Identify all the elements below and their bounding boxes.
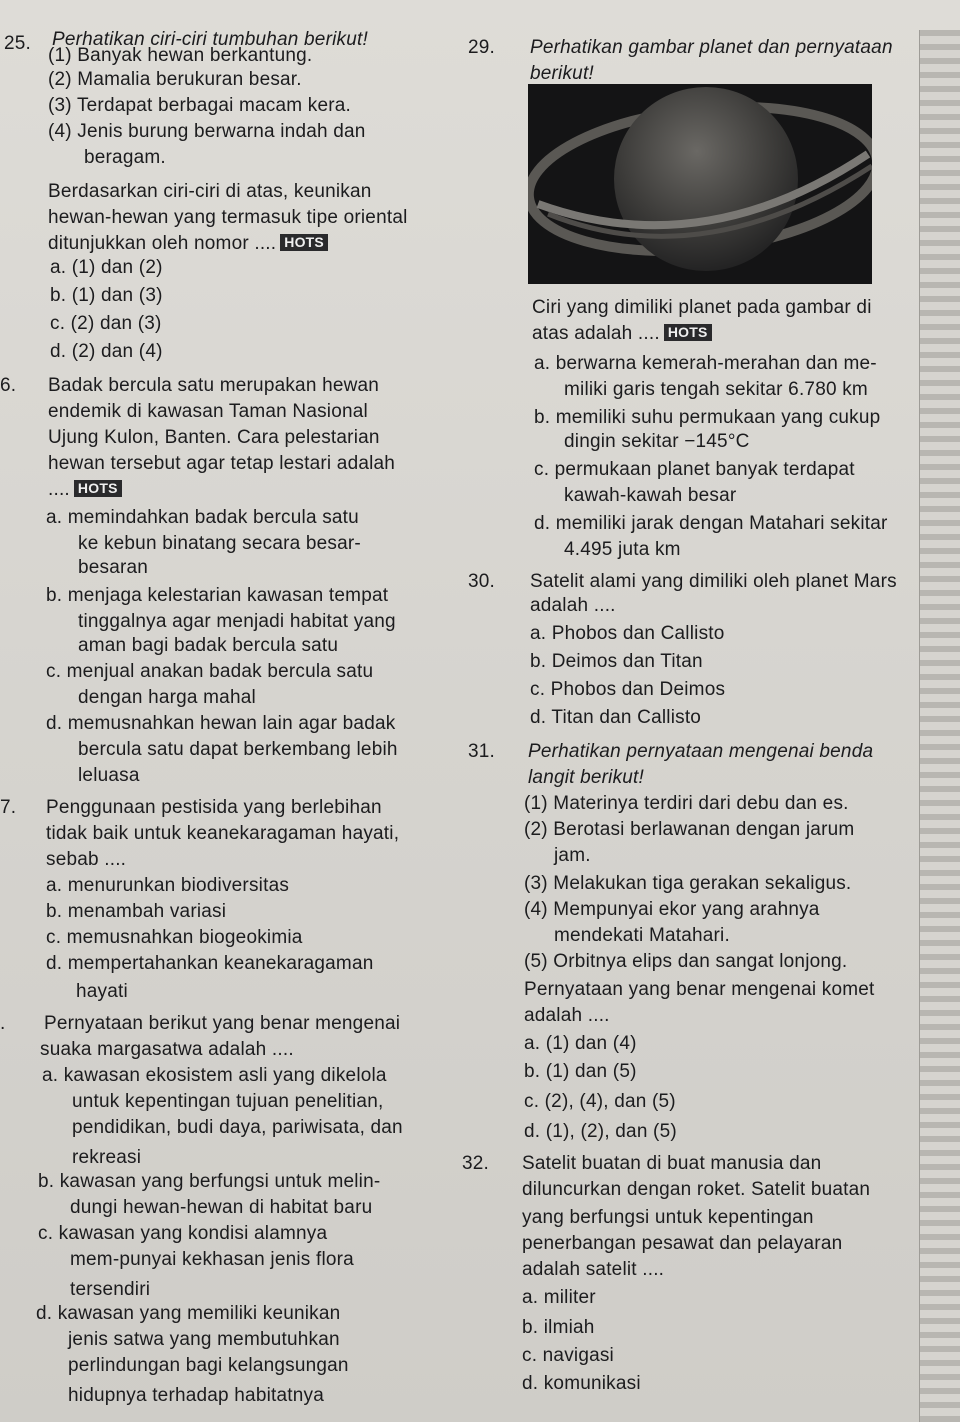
option[interactable]: c. navigasi — [522, 1345, 614, 1366]
option[interactable]: c. memusnahkan biogeokimia — [46, 927, 303, 948]
option-continued: untuk kepentingan tujuan penelitian, — [72, 1091, 384, 1112]
question-number: 32. — [462, 1153, 490, 1174]
list-item: jam. — [554, 845, 591, 866]
option[interactable]: c. kawasan yang kondisi alamnya — [38, 1223, 328, 1244]
list-item: (4) Jenis burung berwarna indah dan — [48, 121, 366, 142]
question-number: 30. — [468, 571, 496, 592]
spiral-binding — [919, 30, 960, 1422]
option[interactable]: a. berwarna kemerah-merahan dan me- — [534, 353, 877, 374]
question-number: 29. — [468, 37, 496, 58]
question-text: Pernyataan yang benar mengenai komet — [524, 979, 875, 1000]
option[interactable]: d. mempertahankan keanekaragaman — [46, 953, 374, 974]
option[interactable]: b. Deimos dan Titan — [530, 651, 703, 672]
option[interactable]: a. kawasan ekosistem asli yang dikelola — [42, 1065, 387, 1086]
option[interactable]: a. Phobos dan Callisto — [530, 623, 725, 644]
question-text: ditunjukkan oleh nomor .... HOTS — [48, 232, 328, 256]
list-item: (4) Mempunyai ekor yang arahnya — [524, 899, 820, 920]
hots-badge: HOTS — [280, 234, 328, 251]
question-text: Berdasarkan ciri-ciri di atas, keunikan — [48, 181, 372, 202]
question-text: atas adalah .... HOTS — [532, 322, 712, 346]
option[interactable]: a. memindahkan badak bercula satu — [46, 507, 359, 528]
question-text: hewan tersebut agar tetap lestari adalah — [48, 453, 396, 474]
option-continued: dungi hewan-hewan di habitat baru — [70, 1197, 373, 1218]
list-item: (5) Orbitnya elips dan sangat lonjong. — [524, 951, 848, 972]
option[interactable]: d. kawasan yang memiliki keunikan — [36, 1303, 341, 1324]
option-continued: besaran — [78, 557, 149, 578]
option[interactable]: c. Phobos dan Deimos — [530, 679, 726, 700]
question-text: adalah satelit .... — [522, 1259, 665, 1280]
question-text: endemik di kawasan Taman Nasional — [48, 401, 368, 422]
option[interactable]: d. memiliki jarak dengan Matahari sekitar — [534, 513, 888, 534]
list-item: (2) Mamalia berukuran besar. — [48, 69, 302, 90]
option-continued: dingin sekitar −145°C — [564, 431, 750, 452]
question-text: Satelit alami yang dimiliki oleh planet Mars — [530, 571, 897, 592]
option[interactable]: b. (1) dan (5) — [524, 1061, 637, 1082]
question-number: 6. — [0, 375, 17, 396]
question-text: diluncurkan dengan roket. Satelit buatan — [522, 1179, 871, 1200]
option-continued: pendidikan, budi daya, pariwisata, dan — [72, 1117, 403, 1138]
question-stem: langit berikut! — [528, 767, 645, 788]
list-item: (3) Melakukan tiga gerakan sekaligus. — [524, 873, 852, 894]
list-item: (1) Banyak hewan berkantung. — [48, 45, 313, 66]
list-item: beragam. — [84, 147, 166, 168]
option[interactable]: c. permukaan planet banyak terdapat — [534, 459, 855, 480]
option[interactable]: c. (2) dan (3) — [50, 313, 162, 334]
option[interactable]: b. memiliki suhu permukaan yang cukup — [534, 407, 881, 428]
option-continued: jenis satwa yang membutuhkan — [68, 1329, 340, 1350]
question-number: . — [0, 1013, 6, 1034]
question-text: Satelit buatan di buat manusia dan — [522, 1153, 822, 1174]
saturn-planet-image — [528, 84, 872, 284]
option-continued: ke kebun binatang secara besar- — [78, 533, 361, 554]
option-continued: perlindungan bagi kelangsungan — [68, 1355, 349, 1376]
list-item: mendekati Matahari. — [554, 925, 730, 946]
question-text: suaka margasatwa adalah .... — [40, 1039, 294, 1060]
question-text: Penggunaan pestisida yang berlebihan — [46, 797, 382, 818]
question-stem: berikut! — [530, 63, 594, 84]
question-number: 25. — [4, 33, 32, 54]
option[interactable]: c. (2), (4), dan (5) — [524, 1091, 676, 1112]
option-continued: aman bagi badak bercula satu — [78, 635, 339, 656]
option[interactable]: d. komunikasi — [522, 1373, 641, 1394]
question-stem: Perhatikan pernyataan mengenai benda — [528, 741, 874, 762]
question-text: yang berfungsi untuk kepentingan — [522, 1207, 814, 1228]
option[interactable]: c. menjual anakan badak bercula satu — [46, 661, 374, 682]
question-number: 7. — [0, 797, 17, 818]
option[interactable]: d. Titan dan Callisto — [530, 707, 702, 728]
option[interactable]: b. (1) dan (3) — [50, 285, 163, 306]
list-item: (3) Terdapat berbagai macam kera. — [48, 95, 352, 116]
list-item: (2) Berotasi berlawanan dengan jarum — [524, 819, 855, 840]
question-text: penerbangan pesawat dan pelayaran — [522, 1233, 843, 1254]
option-continued: hidupnya terhadap habitatnya — [68, 1385, 324, 1406]
question-text: .... HOTS — [48, 478, 122, 502]
option-continued: miliki garis tengah sekitar 6.780 km — [564, 379, 868, 400]
option-continued: tersendiri — [70, 1279, 151, 1300]
question-stem: Perhatikan gambar planet dan pernyataan — [530, 37, 893, 58]
question-text: Pernyataan berikut yang benar mengenai — [44, 1013, 401, 1034]
option-continued: bercula satu dapat berkembang lebih — [78, 739, 398, 760]
option[interactable]: b. kawasan yang berfungsi untuk melin- — [38, 1171, 381, 1192]
question-text: Ciri yang dimiliki planet pada gambar di — [532, 297, 872, 318]
list-item: (1) Materinya terdiri dari debu dan es. — [524, 793, 849, 814]
option-continued: rekreasi — [72, 1147, 142, 1168]
question-number: 31. — [468, 741, 496, 762]
option[interactable]: d. (2) dan (4) — [50, 341, 163, 362]
question-text: Ujung Kulon, Banten. Cara pelestarian — [48, 427, 380, 448]
option[interactable]: b. menjaga kelestarian kawasan tempat — [46, 585, 389, 606]
option[interactable]: a. (1) dan (2) — [50, 257, 163, 278]
question-text: Badak bercula satu merupakan hewan — [48, 375, 380, 396]
hots-badge: HOTS — [664, 324, 712, 341]
option[interactable]: a. (1) dan (4) — [524, 1033, 637, 1054]
option-continued: mem-punyai kekhasan jenis flora — [70, 1249, 354, 1270]
question-text: adalah .... — [530, 595, 616, 616]
option[interactable]: b. menambah variasi — [46, 901, 227, 922]
question-text: sebab .... — [46, 849, 127, 870]
option[interactable]: d. (1), (2), dan (5) — [524, 1121, 677, 1142]
option[interactable]: a. militer — [522, 1287, 596, 1308]
option[interactable]: a. menurunkan biodiversitas — [46, 875, 290, 896]
hots-badge: HOTS — [74, 480, 122, 497]
question-text: adalah .... — [524, 1005, 610, 1026]
option[interactable]: d. memusnahkan hewan lain agar badak — [46, 713, 396, 734]
question-stem: Perhatikan ciri-ciri tumbuhan berikut! — [52, 29, 368, 50]
option-continued: dengan harga mahal — [78, 687, 256, 708]
question-text: tidak baik untuk keanekaragaman hayati, — [46, 823, 400, 844]
option-continued: 4.495 juta km — [564, 539, 681, 560]
option-continued: tinggalnya agar menjadi habitat yang — [78, 611, 396, 632]
option[interactable]: b. ilmiah — [522, 1317, 595, 1338]
option-continued: kawah-kawah besar — [564, 485, 737, 506]
option-continued: leluasa — [78, 765, 140, 786]
option-continued: hayati — [76, 981, 128, 1002]
question-text: hewan-hewan yang termasuk tipe oriental — [48, 207, 408, 228]
